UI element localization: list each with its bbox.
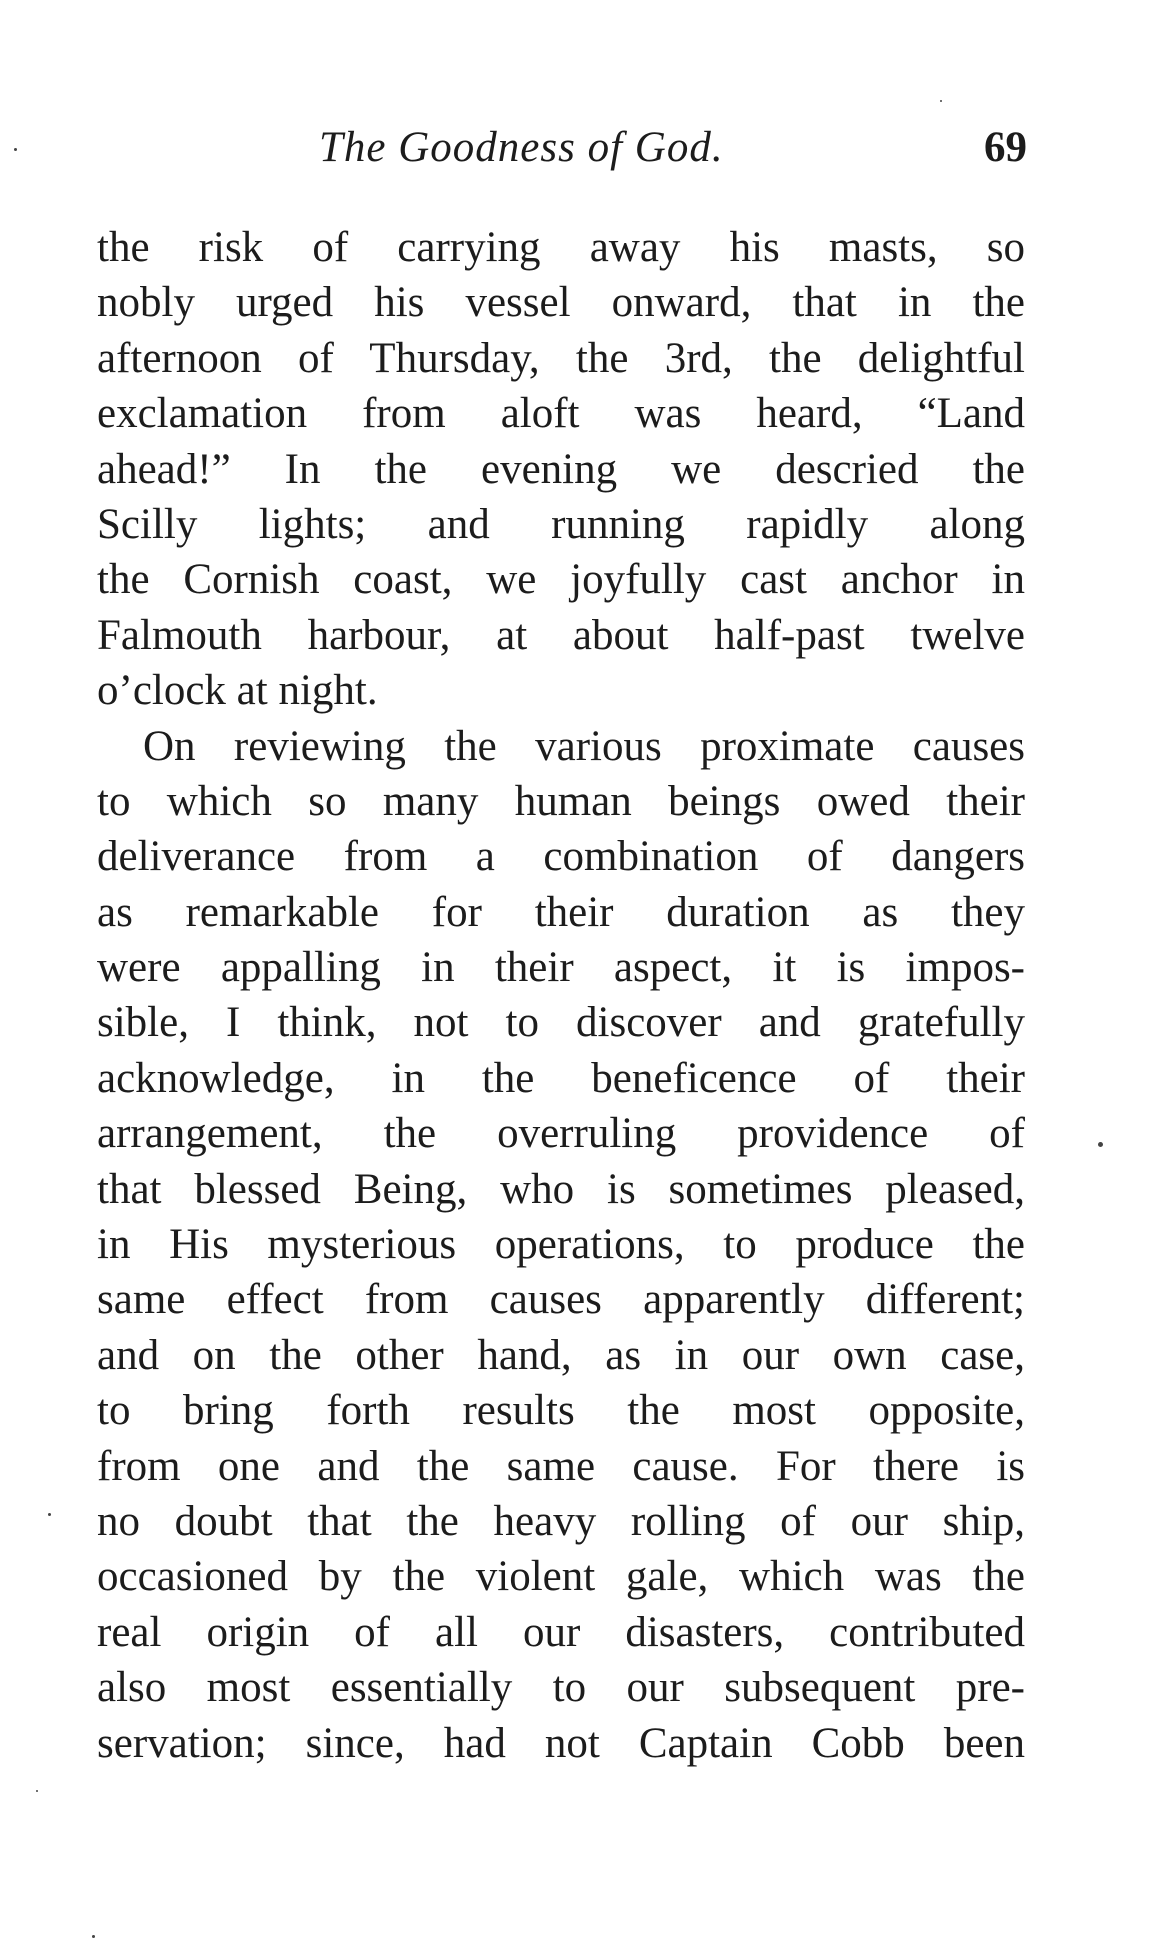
scan-speck (14, 148, 17, 151)
text-line: sible, I think, not to discover and gratefully (97, 999, 1025, 1047)
text-line: the Cornish coast, we joyfully cast anchor in (97, 556, 1025, 604)
scan-speck (36, 1790, 38, 1792)
running-head (97, 118, 1037, 178)
page-number: 69 (984, 124, 1027, 171)
running-title: The Goodness of God. (319, 124, 724, 171)
text-line: also most essentially to our subsequent pre- (97, 1664, 1025, 1712)
scan-speck (48, 1513, 51, 1516)
text-line: same effect from causes apparently different; (97, 1276, 1025, 1324)
text-line: no doubt that the heavy rolling of our ship, (97, 1497, 1025, 1545)
text-line: real origin of all our disasters, contributed (97, 1608, 1025, 1656)
text-line: exclamation from aloft was heard, “Land (97, 390, 1025, 438)
text-line: that blessed Being, who is sometimes pleased, (97, 1165, 1025, 1213)
text-line: the risk of carrying away his masts, so (97, 224, 1025, 271)
text-line: to bring forth results the most opposite, (97, 1387, 1025, 1435)
text-line: deliverance from a combination of dangers (97, 833, 1025, 881)
text-line: and on the other hand, as in our own case, (97, 1331, 1025, 1379)
text-line: occasioned by the violent gale, which was the (97, 1553, 1025, 1601)
text-line: Scilly lights; and running rapidly along (97, 500, 1025, 548)
body-text (97, 220, 1025, 1771)
text-line: servation; since, had not Captain Cobb been (97, 1719, 1025, 1767)
text-line: afternoon of Thursday, the 3rd, the delightful (97, 334, 1025, 382)
text-line: acknowledge, in the beneficence of their (97, 1054, 1025, 1102)
text-line: as remarkable for their duration as they (97, 888, 1025, 936)
text-line: in His mysterious operations, to produce the (97, 1221, 1025, 1269)
text-line: On reviewing the various proximate causes (143, 722, 1025, 770)
text-line: nobly urged his vessel onward, that in the (97, 279, 1025, 327)
paragraph-1 (97, 220, 1025, 719)
text-line: to which so many human beings owed their (97, 777, 1025, 825)
paragraph-2 (97, 719, 1025, 1771)
text-line: arrangement, the overruling providence of (97, 1110, 1025, 1158)
text-line: ahead!” In the evening we descried the (97, 445, 1025, 493)
scan-speck (940, 100, 942, 102)
text-line: were appalling in their aspect, it is impos- (97, 944, 1025, 992)
text-line: from one and the same cause. For there is (97, 1442, 1025, 1490)
text-line: o’clock at night. (97, 667, 378, 715)
text-line: Falmouth harbour, at about half-past twelve (97, 611, 1025, 659)
scan-speck (92, 1935, 95, 1938)
scan-speck (1098, 1142, 1103, 1147)
